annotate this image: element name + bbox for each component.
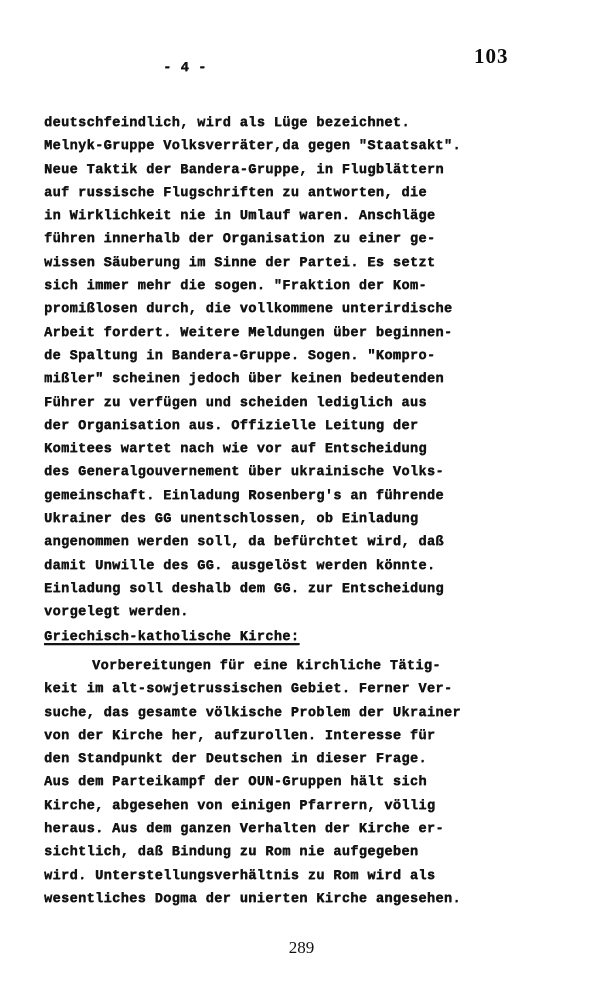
body-text (44, 112, 584, 625)
text-line: gemeinschaft. Einladung Rosenberg's an führende (44, 488, 444, 504)
text-line: der Organisation aus. Offizielle Leitung der (44, 418, 419, 434)
text-line: auf russische Flugschriften zu antworten, die (44, 185, 427, 201)
text-line: Aus dem Parteikampf der OUN-Gruppen hält sich (44, 775, 427, 791)
text-line: heraus. Aus dem ganzen Verhalten der Kirche er- (44, 822, 444, 838)
text-line: Vorbereitungen für eine kirchliche Tätig- (92, 659, 441, 674)
text-line: Führer zu verfügen und scheiden lediglich aus (44, 395, 427, 411)
text-line: keit im alt-sowjetrussischen Gebiet. Ferner Ver- (44, 682, 453, 698)
text-line: wird. Unterstellungsverhältnis zu Rom wird als (44, 868, 436, 884)
print-page-number: 289 (288, 938, 315, 957)
text-line: Ukrainer des GG unentschlossen, ob Einladung (44, 512, 419, 528)
text-line: des Generalgouvernement über ukrainische Volks- (44, 465, 444, 481)
text-line: führen innerhalb der Organisation zu einer ge- (44, 232, 436, 248)
text-line: promißlosen durch, die vollkommene unterirdische (44, 302, 453, 318)
text-line: deutschfeindlich, wird als Lüge bezeichnet. (44, 116, 410, 131)
text-line: Einladung soll deshalb dem GG. zur Entscheidung (44, 581, 444, 597)
typed-page-marker: - 4 - (163, 60, 207, 76)
archive-folio-number: 103 (474, 44, 509, 68)
section-text (44, 655, 584, 911)
text-line: Kirche, abgesehen von einigen Pfarrern, völlig (44, 798, 436, 814)
text-line: sichtlich, daß Bindung zu Rom nie aufgegeben (44, 845, 419, 861)
text-line: vorgelegt werden. (44, 605, 189, 621)
text-line: mißler" scheinen jedoch über keinen bedeutenden (44, 372, 444, 388)
text-line: Komitees wartet nach wie vor auf Entscheidung (44, 442, 427, 458)
text-line: Arbeit fordert. Weitere Meldungen über beginnen- (44, 325, 453, 341)
text-line: suche, das gesamte völkische Problem der Ukrainer (44, 705, 461, 721)
section-heading: Griechisch-katholische Kirche: (44, 630, 300, 645)
text-line: wissen Säuberung im Sinne der Partei. Es setzt (44, 255, 436, 271)
text-line: angenommen werden soll, da befürchtet wird, daß (44, 535, 444, 551)
text-line: den Standpunkt der Deutschen in dieser Frage. (44, 752, 427, 768)
text-line: wesentliches Dogma der unierten Kirche angesehen. (44, 891, 461, 907)
text-line: von der Kirche her, aufzurollen. Interesse für (44, 728, 436, 744)
page-header (0, 0, 603, 100)
text-line: sich immer mehr die sogen. "Fraktion der Kom- (44, 279, 427, 295)
text-line: in Wirklichkeit nie in Umlauf waren. Anschläge (44, 209, 436, 225)
text-line: Neue Taktik der Bandera-Gruppe, in Flugblättern (44, 162, 444, 178)
text-line: de Spaltung in Bandera-Gruppe. Sogen. "Kompro- (44, 348, 436, 364)
text-line: Melnyk-Gruppe Volksverräter,da gegen "Staatsakt". (44, 139, 461, 155)
text-line: damit Unwille des GG. ausgelöst werden könnte. (44, 558, 436, 574)
